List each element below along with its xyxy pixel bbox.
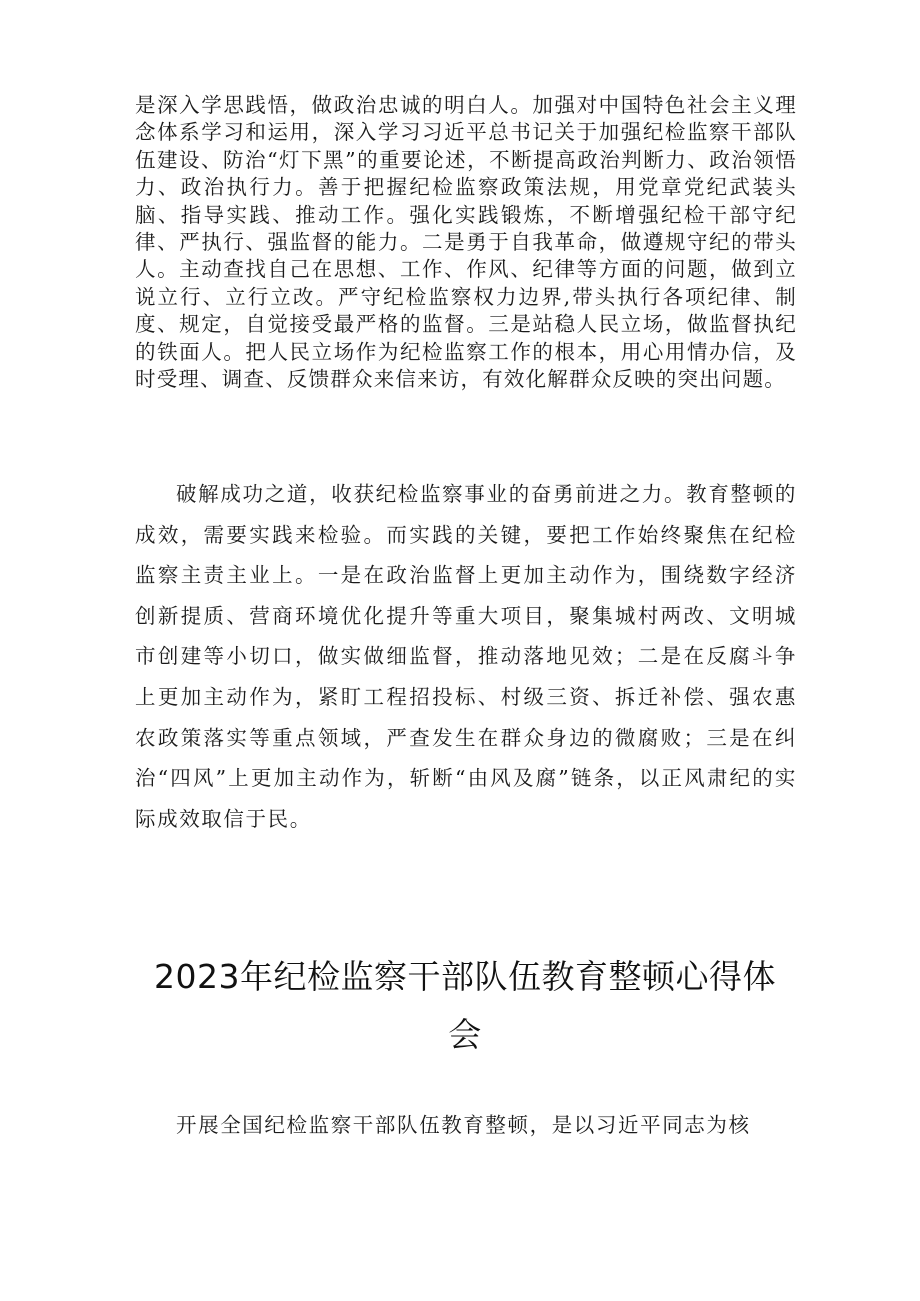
paragraph-1: 是深入学思践悟，做政治忠诚的明白人。加强对中国特色社会主义理念体系学习和运用，深入学习习近平总书记关于加强纪检监察干部队伍建设、防治“灯下黑”的重要论述，不断提高政治判断力、政治领悟力、政治执行力。善于把握纪检监察政策法规，用党章党纪武装头脑、指导实践、推动工作。强化实践锻炼，不断增强纪检干部守纪律、严执行、强监督的能力。二是勇于自我革命，做遵规守纪的带头人。主动查找自己在思想、工作、作风、纪律等方面的问题，做到立说立行、立行立改。严守纪检监察权力边界,带头执行各项纪律、制度、规定，自觉接受最严格的监督。三是站稳人民立场，做监督执纪的铁面人。把人民立场作为纪检监察工作的根本，用心用情办信，及时受理、调查、反馈群众来信来访，有效化解群众反映的突出问题。 xyxy=(135,93,797,392)
paragraph-3: 开展全国纪检监察干部队伍教育整顿，是以习近平同志为核 xyxy=(176,1113,751,1137)
section-title: 2023年纪检监察干部队伍教育整顿心得体会 xyxy=(154,957,776,1054)
paragraph-2: 破解成功之道，收获纪检监察事业的奋勇前进之力。教育整顿的成效，需要实践来检验。而实践的关键，要把工作始终聚焦在纪检监察主责主业上。一是在政治监督上更加主动作为，围绕数字经济创新提质、营商环境优化提升等重大项目，聚集城村两改、文明城市创建等小切口，做实做细监督，推动落地见效；二是在反腐斗争上更加主动作为，紧盯工程招投标、村级三资、拆迁补偿、强农惠农政策落实等重点领域，严查发生在群众身边的微腐败；三是在纠治“四风”上更加主动作为，斩断“由风及腐”链条，以正风肃纪的实际成效取信于民。 xyxy=(135,482,797,831)
